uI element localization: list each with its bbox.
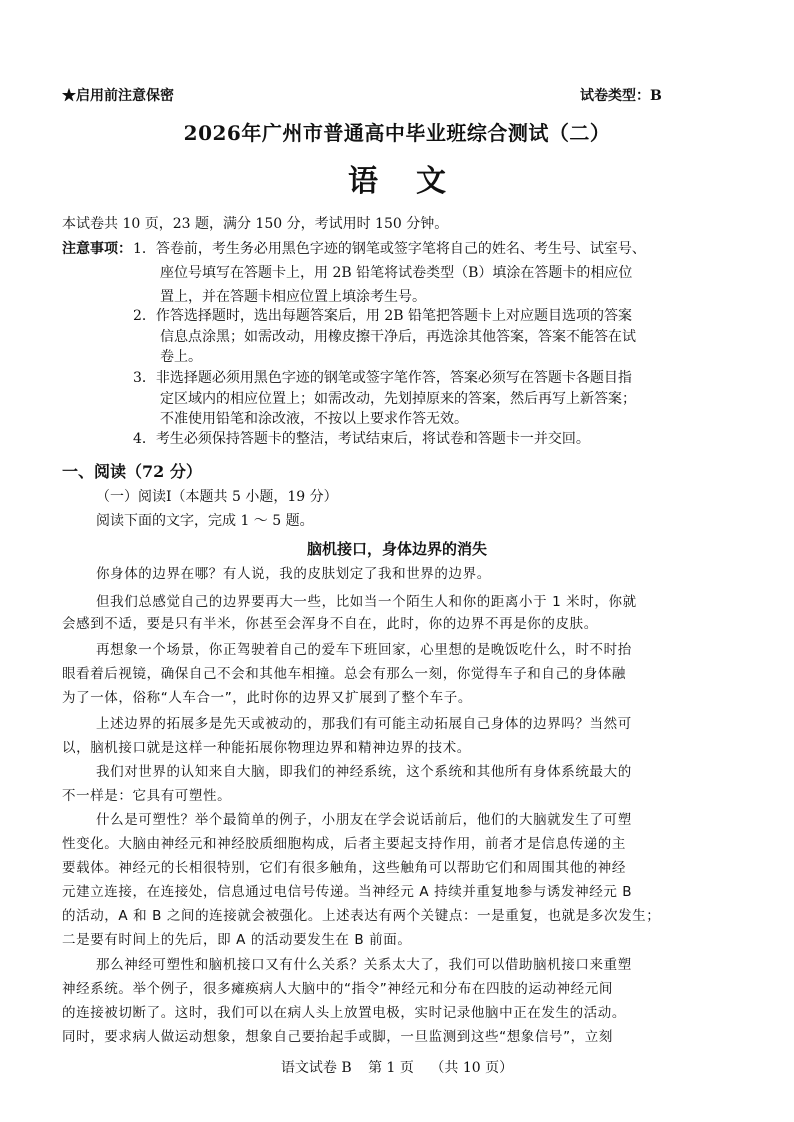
article-title: 脑机接口，身体边界的消失: [306, 540, 487, 558]
notice-line: 置上，并在答题卡相应位置上填涂考生号。: [160, 289, 426, 305]
article-line: 我们对世界的认知来自大脑，即我们的神经系统，这个系统和其他所有身体系统最大的: [96, 764, 632, 780]
notice-line: 4．考生必须保持答题卡的整洁，考试结束后，将试卷和答题卡一并交回。: [133, 431, 590, 447]
exam-info: 本试卷共 10 页，23 题，满分 150 分，考试用时 150 分钟。: [62, 216, 449, 232]
notice-line: 1．答卷前，考生务必用黑色字迹的钢笔或签字笔将自己的姓名、考生号、试室号、: [133, 241, 646, 257]
article-line: 你身体的边界在哪？有人说，我的皮肤划定了我和世界的边界。: [96, 566, 491, 582]
article-line: 要载体。神经元的长相很特别，它们有很多触角，这些触角可以帮助它们和周围其他的神经: [62, 860, 626, 876]
page-footer: [0, 1057, 794, 1077]
article-line: 那么神经可塑性和脑机接口又有什么关系？关系太大了，我们可以借助脑机接口来重塑: [96, 957, 632, 973]
subsection-heading: （一）阅读Ⅰ（本题共 5 小题，19 分）: [96, 489, 338, 505]
article-line: 不一样是：它具有可塑性。: [62, 788, 232, 804]
article-line: 的连接被切断了。这时，我们可以在病人头上放置电极，实时记录他脑中正在发生的活动。: [62, 1005, 626, 1021]
article-line: 同时，要求病人做运动想象，想象自己要抬起手或脚，一旦监测到这些“想象信号”，立刻: [62, 1029, 613, 1045]
paper-type-label: 试卷类型：B: [580, 88, 662, 104]
article-line: 元建立连接，在连接处，信息通过电信号传递。当神经元 A 持续并重复地参与诱发神经元 B: [62, 884, 633, 900]
subject-title: 语文: [348, 164, 484, 199]
article-line: 但我们总感觉自己的边界要再大一些，比如当一个陌生人和你的距离小于 1 米时，你就: [96, 594, 637, 610]
article-line: 上述边界的拓展多是先天或被动的，那我们有可能主动拓展自己身体的边界吗？当然可: [96, 716, 632, 732]
section-heading: 一、阅读（72 分）: [62, 462, 202, 481]
notice-line: 座位号填写在答题卡上，用 2B 铅笔将试卷类型（B）填涂在答题卡的相应位: [160, 265, 633, 281]
notice-line: 卷上。: [160, 349, 202, 365]
notice-line: 2．作答选择题时，选出每题答案后，用 2B 铅笔把答题卡上对应题目选项的答案: [133, 308, 633, 324]
notice-line: 定区域内的相应位置上；如需改动，先划掉原来的答案，然后再写上新答案；: [160, 391, 636, 407]
notice-line: 信息点涂黑；如需改动，用橡皮擦干净后，再选涂其他答案，答案不能答在试: [160, 329, 636, 345]
article-line: 性变化。大脑由神经元和神经胶质细胞构成，后者主要起支持作用，前者才是信息传递的主: [62, 836, 626, 852]
footer-total-pages: （共 10 页）: [430, 1060, 514, 1076]
article-line: 神经系统。举个例子，很多瘫痪病人大脑中的“指令”神经元和分布在四肢的运动神经元间: [62, 981, 613, 997]
notice-line: 不准使用铅笔和涂改液，不按以上要求作答无效。: [160, 411, 468, 427]
confidential-notice: ★启用前注意保密: [62, 88, 174, 104]
article-line: 为了一体，俗称“人车合一”，此时你的边界又扩展到了整个车子。: [62, 690, 472, 706]
reading-instruction: 阅读下面的文字，完成 1 ～ 5 题。: [96, 513, 314, 529]
exam-title: 2026年广州市普通高中毕业班综合测试（二）: [183, 121, 611, 145]
article-line: 什么是可塑性？举个最简单的例子，小朋友在学会说话前后，他们的大脑就发生了可塑: [96, 812, 632, 828]
footer-page-number: 第 1 页: [368, 1060, 414, 1076]
footer-paper-label: 语文试卷 B: [280, 1060, 352, 1076]
article-line: 以，脑机接口就是这样一种能拓展你物理边界和精神边界的技术。: [62, 740, 471, 756]
article-line: 二是要有时间上的先后，即 A 的活动要发生在 B 前面。: [62, 932, 412, 948]
article-line: 再想象一个场景，你正驾驶着自己的爱车下班回家，心里想的是晚饭吃什么，时不时抬: [96, 642, 632, 658]
article-line: 会感到不适，要是只有半米，你甚至会浑身不自在，此时，你的边界不再是你的皮肤。: [62, 616, 598, 632]
notice-label: 注意事项：: [62, 241, 132, 257]
notice-line: 3．非选择题必须用黑色字迹的钢笔或签字笔作答，答案必须写在答题卡各题目指: [133, 370, 632, 386]
article-line: 眼看着后视镜，确保自己不会和其他车相撞。总会有那么一刻，你觉得车子和自己的身体融: [62, 666, 626, 682]
article-line: 的活动，A 和 B 之间的连接就会被强化。上述表达有两个关键点：一是重复，也就是多次发生；: [62, 908, 661, 924]
